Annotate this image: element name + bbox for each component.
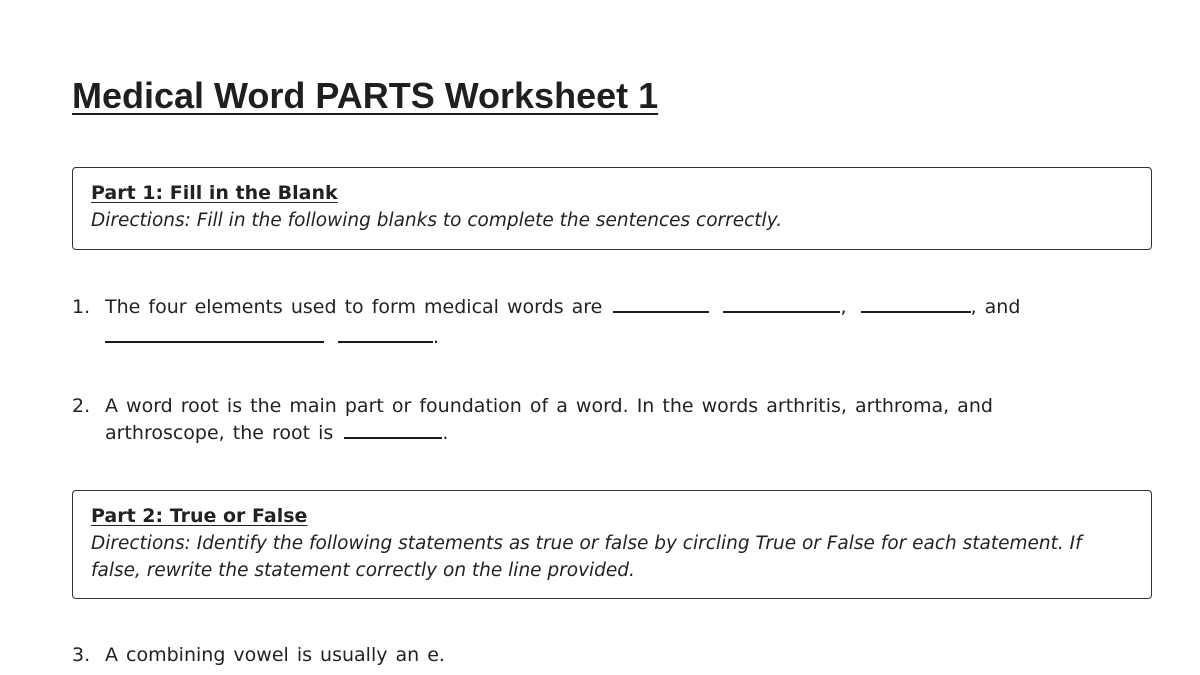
part-2-box [72, 490, 1152, 599]
part-1-box [72, 167, 1152, 250]
question-1-number: 1. [72, 296, 91, 318]
question-2-text-2: arthroscope, the root is [105, 422, 334, 444]
part-1-directions: Directions: Fill in the following blanks to complete the sentences correctly. [91, 210, 783, 231]
answer-blank-1e[interactable] [338, 323, 433, 343]
question-2-line-1: A word root is the main part or foundation of a word. In the words arthritis, arthroma, and [105, 395, 993, 417]
question-2-period: . [442, 422, 449, 444]
answer-blank-2[interactable] [344, 419, 442, 439]
answer-blank-1c[interactable] [861, 293, 971, 313]
question-1-period: . [433, 326, 440, 348]
question-3-text: A combining vowel is usually an e. [105, 644, 445, 666]
question-2 [72, 392, 1062, 452]
answer-blank-1d[interactable] [105, 323, 324, 343]
question-2-line-2 [105, 419, 448, 447]
part-1-heading: Part 1: Fill in the Blank [91, 182, 338, 204]
worksheet-title: Medical Word PARTS Worksheet 1 [72, 75, 659, 116]
question-1-line-2 [105, 323, 439, 351]
question-3 [72, 641, 1062, 671]
answer-blank-1b[interactable] [723, 293, 840, 313]
part-2-heading: Part 2: True or False [91, 505, 308, 527]
answer-blank-1a[interactable] [613, 293, 709, 313]
question-1-line-1 [105, 293, 1020, 321]
question-1-text: The four elements used to form medical words are [105, 296, 603, 318]
part-2-directions-line-1: Directions: Identify the following statements as true or false by circling True or False for each statement. If [91, 533, 1082, 554]
question-1-comma: , [840, 296, 847, 318]
question-3-number: 3. [72, 644, 91, 666]
question-1 [72, 293, 1062, 353]
part-2-directions-line-2: false, rewrite the statement correctly on the line provided. [91, 560, 635, 581]
question-2-number: 2. [72, 395, 91, 417]
question-1-and: , and [970, 296, 1021, 318]
